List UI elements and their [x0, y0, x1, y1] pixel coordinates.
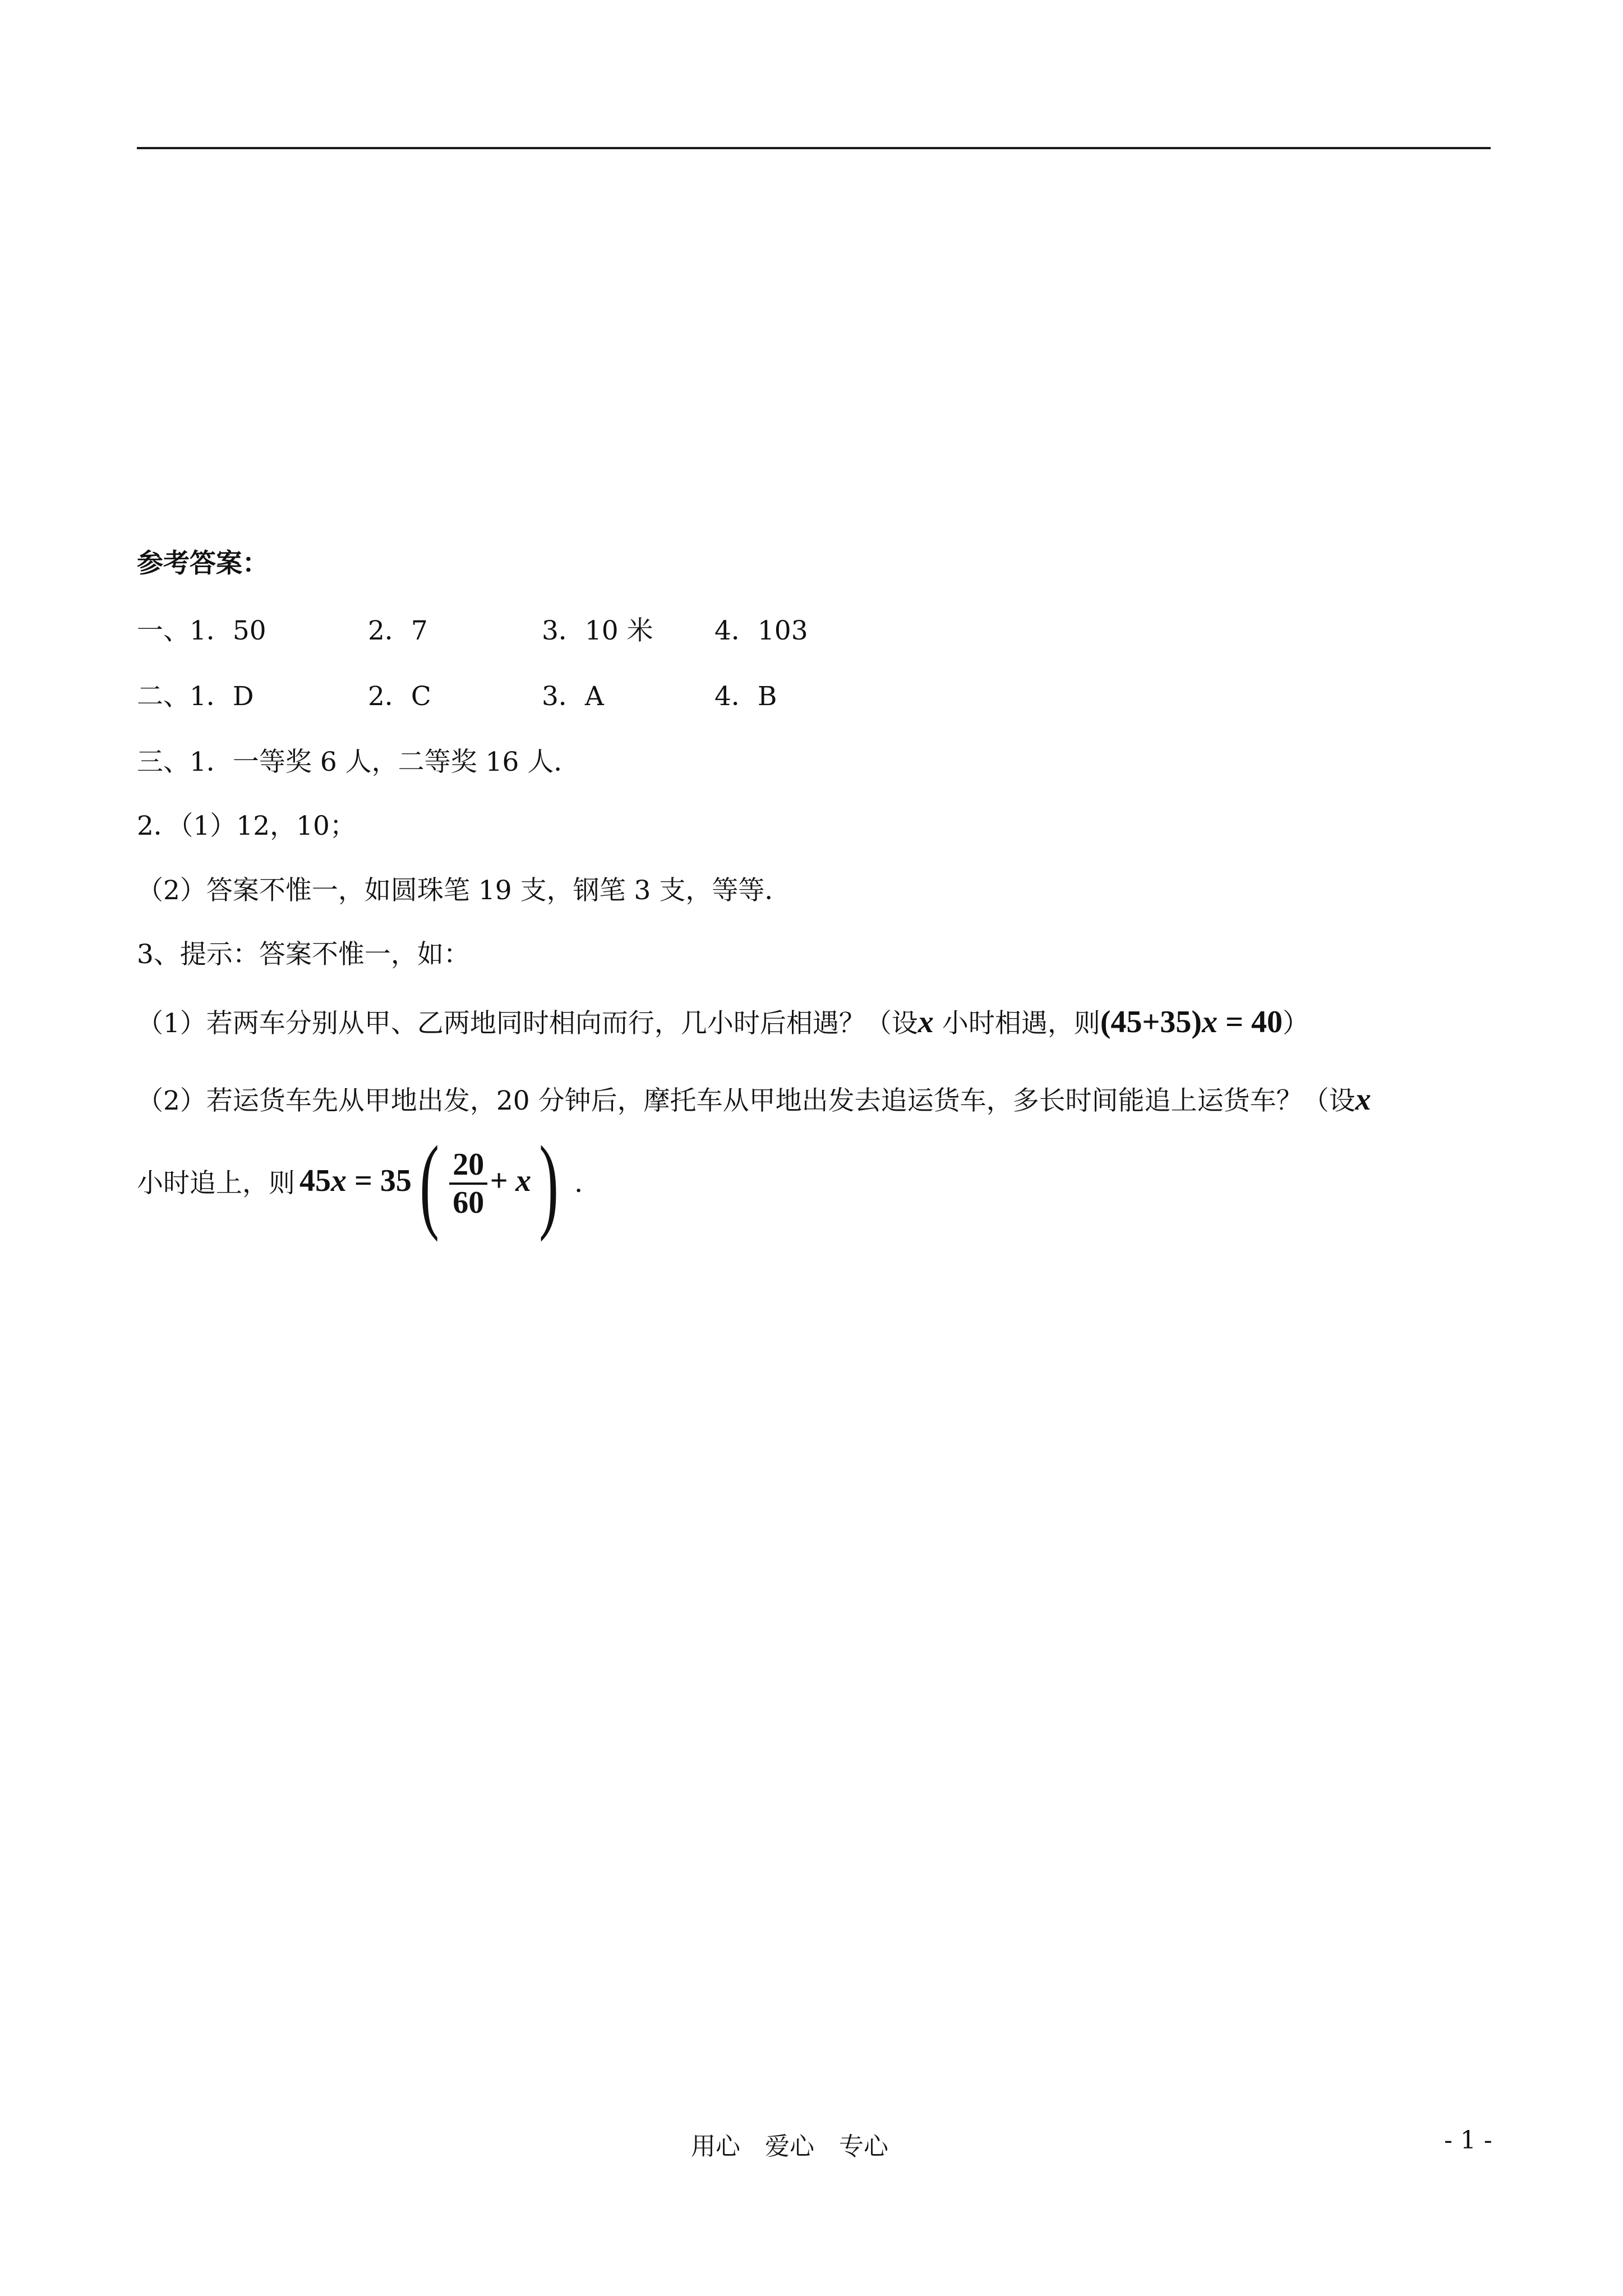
q1-eq-right: = 40: [1218, 1005, 1283, 1039]
answers-question-2: [137, 1083, 1371, 1118]
answers-section-1: [137, 614, 1494, 648]
q2-eq-mid: = 35: [347, 1163, 412, 1198]
fraction-denominator: 60: [453, 1185, 485, 1220]
q2-plus-var: + x: [490, 1163, 532, 1198]
answers-heading: 参考答案：: [137, 548, 269, 579]
answers-line-3-hint: 3、提示：答案不惟一，如：: [137, 939, 470, 970]
fraction: [449, 1147, 487, 1221]
answers-line-2-2: （2）答案不惟一，如圆珠笔 19 支，钢笔 3 支，等等．: [137, 875, 791, 906]
q1-text-2: 小时相遇，则: [933, 1008, 1100, 1039]
q1-equation: [1100, 1005, 1283, 1039]
left-paren-glyph: (: [419, 1125, 439, 1243]
fraction-numerator: 20: [449, 1147, 487, 1185]
page-number: - 1 -: [1444, 2126, 1492, 2155]
q2-variable: x: [1355, 1082, 1371, 1117]
section-1-answer-1: 1．50: [190, 615, 266, 646]
q2-equation: [299, 1125, 566, 1243]
q2-eq-lhs: 45: [299, 1163, 331, 1198]
q1-close: ）: [1283, 1008, 1309, 1039]
section-1-answer-2: 2．7: [368, 615, 428, 646]
answers-line-2-1: 2．（1）12，10；: [137, 811, 356, 841]
q1-text: （1）若两车分别从甲、乙两地同时相向而行，几小时后相遇？（设: [137, 1008, 918, 1039]
right-paren-glyph: ): [539, 1125, 559, 1243]
section-2-answer-1: 1．D: [190, 681, 254, 712]
section-2-prefix: 二、: [137, 681, 190, 712]
answers-question-1: [137, 1005, 1309, 1041]
section-1-answer-3: 3．10 米: [542, 615, 653, 646]
q2-end: ．: [574, 1168, 601, 1199]
header-rule: [137, 147, 1491, 149]
q2-text: （2）若运货车先从甲地出发，20 分钟后，摩托车从甲地出发去追运货车，多长时间能追上运货车？（设: [137, 1085, 1355, 1116]
q1-eq-left: (45+35): [1100, 1005, 1202, 1039]
q2-eq-lhs-var: x: [331, 1163, 347, 1198]
section-2-answer-2: 2．C: [368, 681, 431, 712]
footer-motto: 用心 爱心 专心: [691, 2132, 888, 2161]
section-2-answer-3: 3．A: [542, 681, 604, 712]
q1-eq-var: x: [1202, 1005, 1218, 1039]
answers-question-2-continued: [137, 1125, 601, 1243]
section-1-answer-4: 4．103: [714, 615, 808, 646]
answers-section-3-line-1: 三、1．一等奖 6 人，二等奖 16 人．: [137, 747, 580, 777]
q1-variable: x: [917, 1005, 934, 1039]
q2-cont: 小时追上，则: [137, 1168, 295, 1199]
section-2-answer-4: 4．B: [714, 681, 777, 712]
section-1-prefix: 一、: [137, 615, 190, 646]
answers-section-2: [137, 680, 1494, 714]
